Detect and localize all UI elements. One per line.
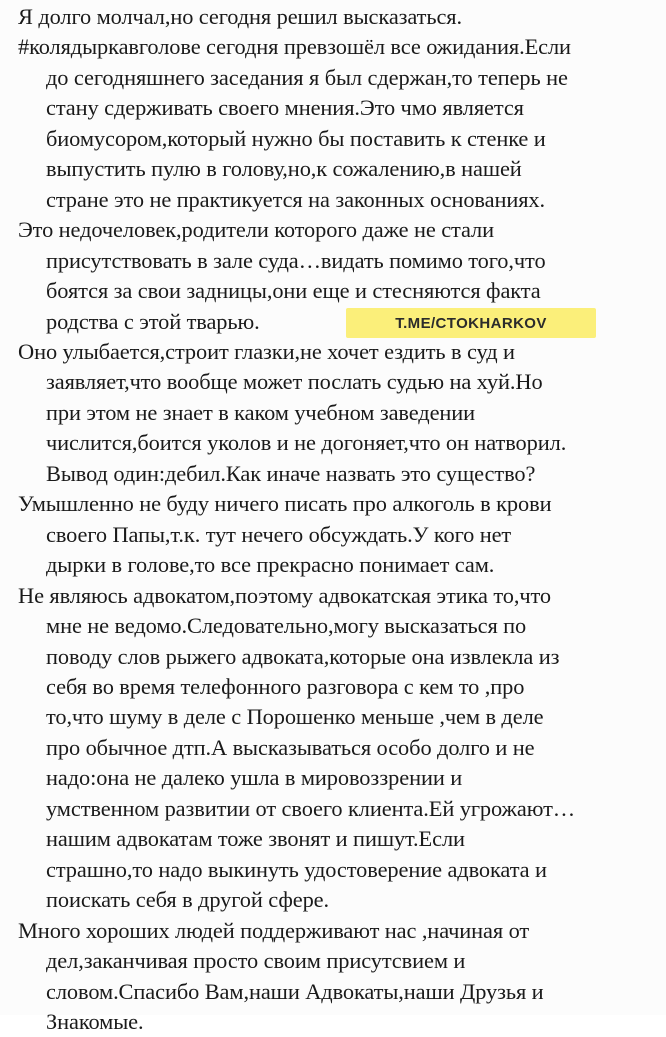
paragraph	[18, 489, 658, 580]
text-line: надо:она не далеко ушла в мировоззрении и	[46, 765, 463, 791]
text-line: Много хороших людей поддерживают нас ,начиная от	[18, 917, 530, 943]
text-line: поискать себя в другой сфере.	[46, 887, 330, 913]
text-line: заявляет,что вообще может послать судью на хуй.Но	[46, 369, 543, 395]
text-line: боятся за свои задницы,они еще и стесняются факта	[46, 278, 541, 304]
text-line: биомусором,который нужно бы поставить к стенке и	[46, 125, 546, 151]
text-line: страшно,то надо выкинуть удостоверение адвоката и	[46, 856, 547, 882]
text-line: поводу слов рыжего адвоката,которые она извлекла из	[46, 643, 560, 669]
text-line: себя во время телефонного разговора с кем то ,про	[46, 673, 525, 699]
text-line: при этом не знает в каком учебном заведении	[46, 399, 476, 425]
text-line: #колядыркавголове сегодня превзошёл все ожидания.Если	[18, 34, 571, 60]
text-line: выпустить пулю в голову,но,к сожалению,в нашей	[46, 156, 522, 182]
text-line: Вывод один:дебил.Как иначе назвать это существо?	[46, 460, 536, 486]
text-line: стране это не практикуется на законных основаниях.	[46, 186, 545, 212]
text-line: умственном развитии от своего клиента.Ей угрожают…	[46, 795, 576, 821]
text-line: Умышленно не буду ничего писать про алкоголь в крови	[18, 491, 552, 517]
text-line: про обычное дтп.А высказываться особо долго и не	[46, 734, 535, 760]
text-line: дырки в голове,то все прекрасно понимает сам.	[46, 552, 495, 578]
text-line: то,что шуму в деле с Порошенко меньше ,чем в деле	[46, 704, 544, 730]
post-text	[18, 2, 658, 1037]
text-line: присутствовать в зале суда…видать помимо того,что	[46, 247, 546, 273]
watermark-badge	[346, 308, 596, 338]
text-line: мне не ведомо.Следовательно,могу высказаться по	[46, 613, 527, 639]
paragraph	[18, 916, 658, 1037]
text-line: Это недочеловек,родители которого даже не стали	[18, 217, 494, 243]
text-line: нашим адвокатам тоже звонят и пишут.Если	[46, 826, 465, 852]
paragraph	[18, 2, 658, 215]
text-line: Не являюсь адвокатом,поэтому адвокатская этика то,что	[18, 582, 551, 608]
paragraph	[18, 337, 658, 489]
text-line: дел,заканчивая просто своим присутсвием и	[46, 948, 466, 974]
text-line: числится,боится уколов и не догоняет,что он натворил.	[46, 430, 567, 456]
watermark-text: T.ME/CTOKHARKOV	[395, 314, 547, 332]
text-line: до сегодняшнего заседания я был сдержан,то теперь не	[46, 64, 568, 90]
text-line: Я долго молчал,но сегодня решил высказаться.	[18, 4, 462, 29]
text-line: Знакомые.	[46, 1008, 144, 1034]
paragraph	[18, 581, 658, 916]
text-line: словом.Спасибо Вам,наши Адвокаты,наши Друзья и	[46, 978, 544, 1004]
text-line: своего Папы,т.к. тут нечего обсуждать.У кого нет	[46, 521, 512, 547]
text-line: Оно улыбается,строит глазки,не хочет ездить в суд и	[18, 338, 515, 364]
text-line: стану сдерживать своего мнения.Это чмо является	[46, 95, 524, 121]
text-line: родства с этой тварью.	[46, 308, 260, 334]
